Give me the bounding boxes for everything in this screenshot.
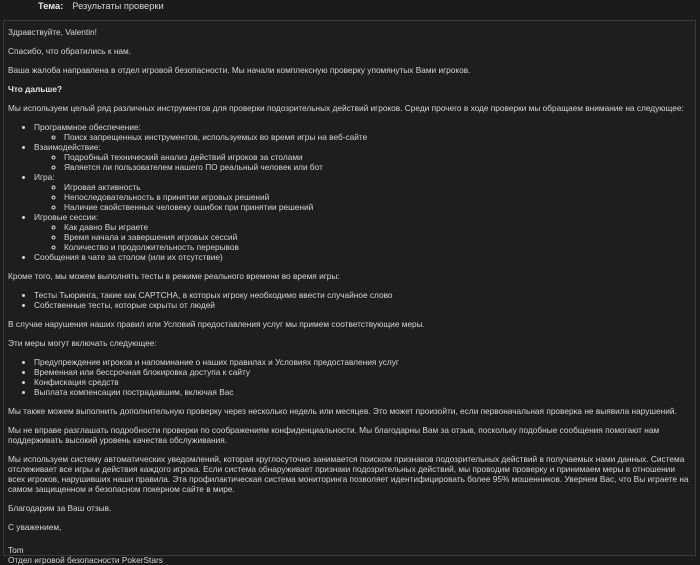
check-subitem: ◦ Поиск запрещенных инструментов, используемых во время игры на веб-сайте [64, 132, 691, 142]
greeting: Здравствуйте, Valentin! [8, 27, 97, 37]
regards: С уважением, [8, 522, 62, 532]
check-subitem: ◦ Непоследовательность в принятии игровых решений [64, 192, 691, 202]
measure-item: • Предупреждение игроков и напоминание о наших правилах и Условиях предоставления услуг [34, 357, 691, 367]
check-subitem: ◦ Игровая активность [64, 182, 691, 192]
signer-name: Tom [8, 545, 24, 555]
check-subitem: ◦ Количество и продолжительность перерывов [64, 242, 691, 252]
measure-item: • Выплата компенсации пострадавшим, включая Вас [34, 387, 691, 397]
check-item: • Игра: ◦ Игровая активность ◦ Непоследовательность в принятии игровых решений ◦ Наличие свойственных человеку ошибок при принятии решений [34, 172, 691, 212]
thanks-feedback: Благодарим за Ваш отзыв. [8, 503, 112, 513]
subject-label: Тема: [38, 1, 64, 11]
checks-list [8, 122, 691, 262]
realtime-tests-list [8, 290, 691, 310]
check-subitem: ◦ Наличие свойственных человеку ошибок при принятии решений [64, 202, 691, 212]
check-item: • Программное обеспечение: ◦ Поиск запрещенных инструментов, используемых во время игры на веб-сайте [34, 122, 691, 142]
measure-item: • Временная или бессрочная блокировка доступа к сайту [34, 367, 691, 377]
thanks-text: Спасибо, что обратились к нам. [8, 46, 132, 56]
measure-item: • Конфискация средств [34, 377, 691, 387]
violation-text: В случае нарушения наших правил или Условий предоставления услуг мы примем соответствующие меры. [8, 319, 425, 329]
realtime-test-item: • Собственные тесты, которые скрыты от людей [34, 300, 691, 310]
check-item: • Игровые сессии: ◦ Как давно Вы играете ◦ Время начала и завершения игровых сессий ◦ Количество и продолжительность перерывов [34, 212, 691, 252]
check-subitem: ◦ Время начала и завершения игровых сессий [64, 232, 691, 242]
forwarded-text: Ваша жалоба направлена в отдел игровой безопасности. Мы начали комплексную проверку упомянутых Вами игроков. [8, 65, 471, 75]
tools-intro: Мы используем целый ряд различных инструментов для проверки подозрительных действий игроков. Среди прочего в ходе проверки мы обращаем внимание на следующее: [8, 103, 684, 113]
signer-department: Отдел игровой безопасности PokerStars [8, 555, 163, 565]
subject-value: Результаты проверки [72, 1, 164, 11]
measures-intro: Эти меры могут включать следующее: [8, 338, 157, 348]
system-text: Мы используем систему автоматических уведомлений, которая круглосуточно занимается поиском признаков подозрительных действий в получаемых нами данных. Система отслеживает все игры и действия каждого игрока. Если система обнаруживает признаки подозрительных действий, мы проводим проверку и принимаем меры в отношении всех игроков, нарушивших наши правила. Эта профилактическая система мониторинга позволяет идентифицировать более 95% мошенников. Уверяем Вас, что Вы играете на самом защищенном и безопасном покерном сайте в мире. [8, 454, 689, 494]
measures-list [8, 357, 691, 397]
check-subitem: ◦ Как давно Вы играете [64, 222, 691, 232]
email-subject-header [0, 0, 700, 16]
message-body [3, 20, 696, 565]
check-subitem: ◦ Подробный технический анализ действий игроков за столами [64, 152, 691, 162]
realtime-intro: Кроме того, мы можем выполнять тесты в режиме реального времени во время игры: [8, 271, 340, 281]
confidentiality-text: Мы не вправе разглашать подробности проверки по соображениям конфиденциальности. Мы благодарны Вам за отзыв, поскольку подобные сообщения помогают нам поддерживать высокий уровень качества обслуживания. [8, 425, 660, 445]
check-item: • Сообщения в чате за столом (или их отсутствие) [34, 252, 691, 262]
next-steps-heading: Что дальше? [8, 84, 63, 94]
additional-check-text: Мы также можем выполнить дополнительную проверку через несколько недель или месяцев. Это может произойти, если первоначальная проверка не выявила нарушений. [8, 406, 677, 416]
realtime-test-item: • Тесты Тьюринга, такие как CAPTCHA, в которых игроку необходимо ввести случайное слово [34, 290, 691, 300]
check-item: • Взаимодействие: ◦ Подробный технический анализ действий игроков за столами ◦ Является ли пользователем нашего ПО реальный человек или бот [34, 142, 691, 172]
check-subitem: ◦ Является ли пользователем нашего ПО реальный человек или бот [64, 162, 691, 172]
